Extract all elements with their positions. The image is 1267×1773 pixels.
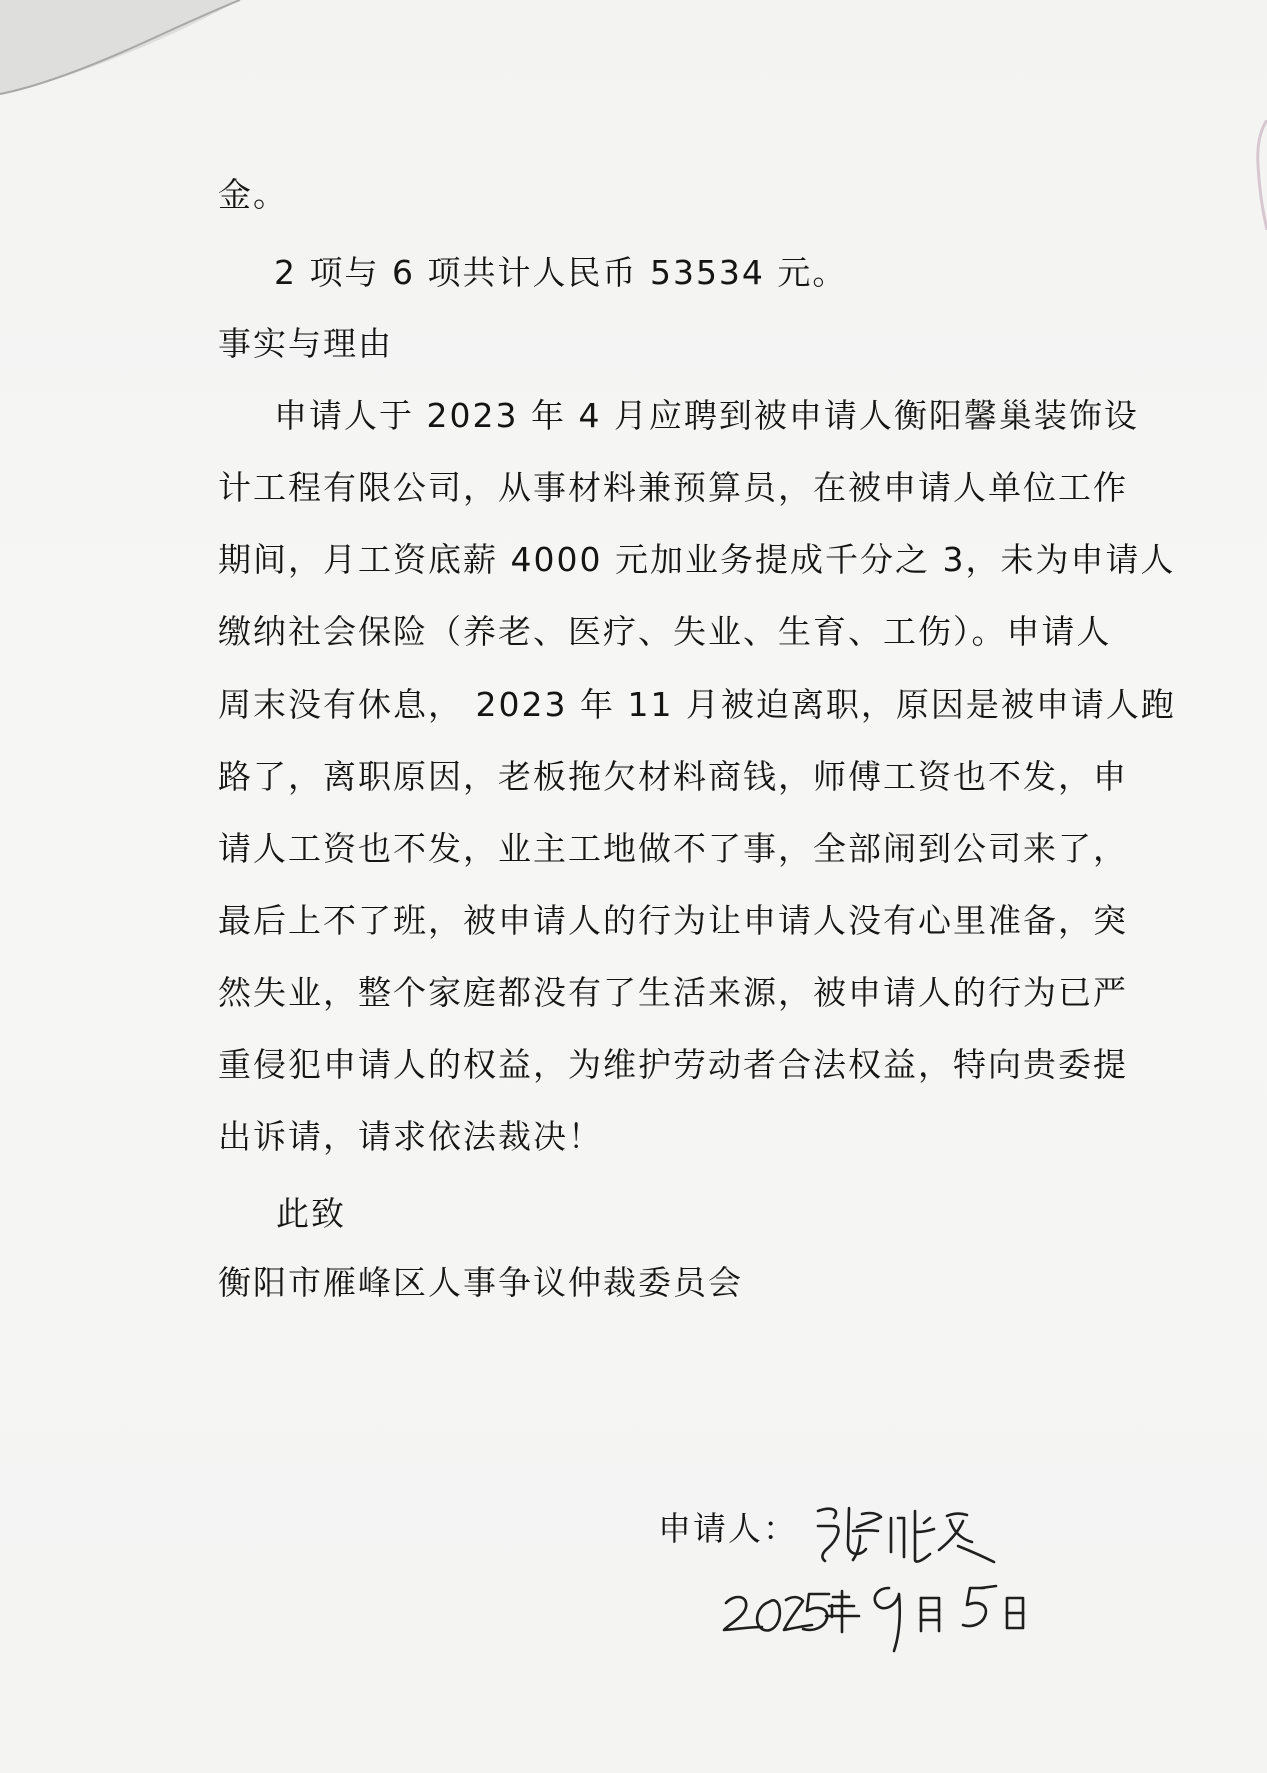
signature-block: [658, 1502, 1078, 1652]
text-line-2: 2 项与 6 项共计人民币 53534 元。: [274, 253, 848, 292]
recipient: 衡阳市雁峰区人事争议仲裁委员会: [218, 1263, 743, 1302]
text-line-6: 期间，月工资底薪 4000 元加业务提成千分之 3，未为申请人: [218, 540, 1176, 579]
paper-fold-shadow: [0, 0, 1267, 200]
text-line-7: 缴纳社会保险（养老、医疗、失业、生育、工伤）。申请人: [218, 612, 1112, 651]
text-line-13: 重侵犯申请人的权益，为维护劳动者合法权益，特向贵委提: [218, 1045, 1128, 1084]
text-line-10: 请人工资也不发，业主工地做不了事，全部闹到公司来了，: [218, 829, 1128, 868]
salutation: 此致: [276, 1194, 346, 1233]
text-line-8: 周末没有休息， 2023 年 11 月被迫离职，原因是被申请人跑: [218, 685, 1176, 724]
text-line-14: 出诉请，请求依法裁决！: [218, 1117, 603, 1156]
signature-label: 申请人：: [658, 1509, 798, 1548]
text-line-12: 然失业，整个家庭都没有了生活来源，被申请人的行为已严: [218, 973, 1128, 1012]
text-line-5: 计工程有限公司，从事材料兼预算员，在被申请人单位工作: [218, 468, 1128, 507]
text-line-4: 申请人于 2023 年 4 月应聘到被申请人衡阳馨巢装饰设: [274, 396, 1139, 435]
paper-edge-mark: [1249, 120, 1267, 230]
handwritten-signature-and-date: [658, 1502, 1078, 1652]
text-line-11: 最后上不了班，被申请人的行为让申请人没有心里准备，突: [218, 901, 1128, 940]
text-line-1: 金。: [218, 175, 288, 214]
section-heading: 事实与理由: [218, 324, 393, 363]
text-line-9: 路了，离职原因，老板拖欠材料商钱，师傅工资也不发，申: [218, 757, 1128, 796]
